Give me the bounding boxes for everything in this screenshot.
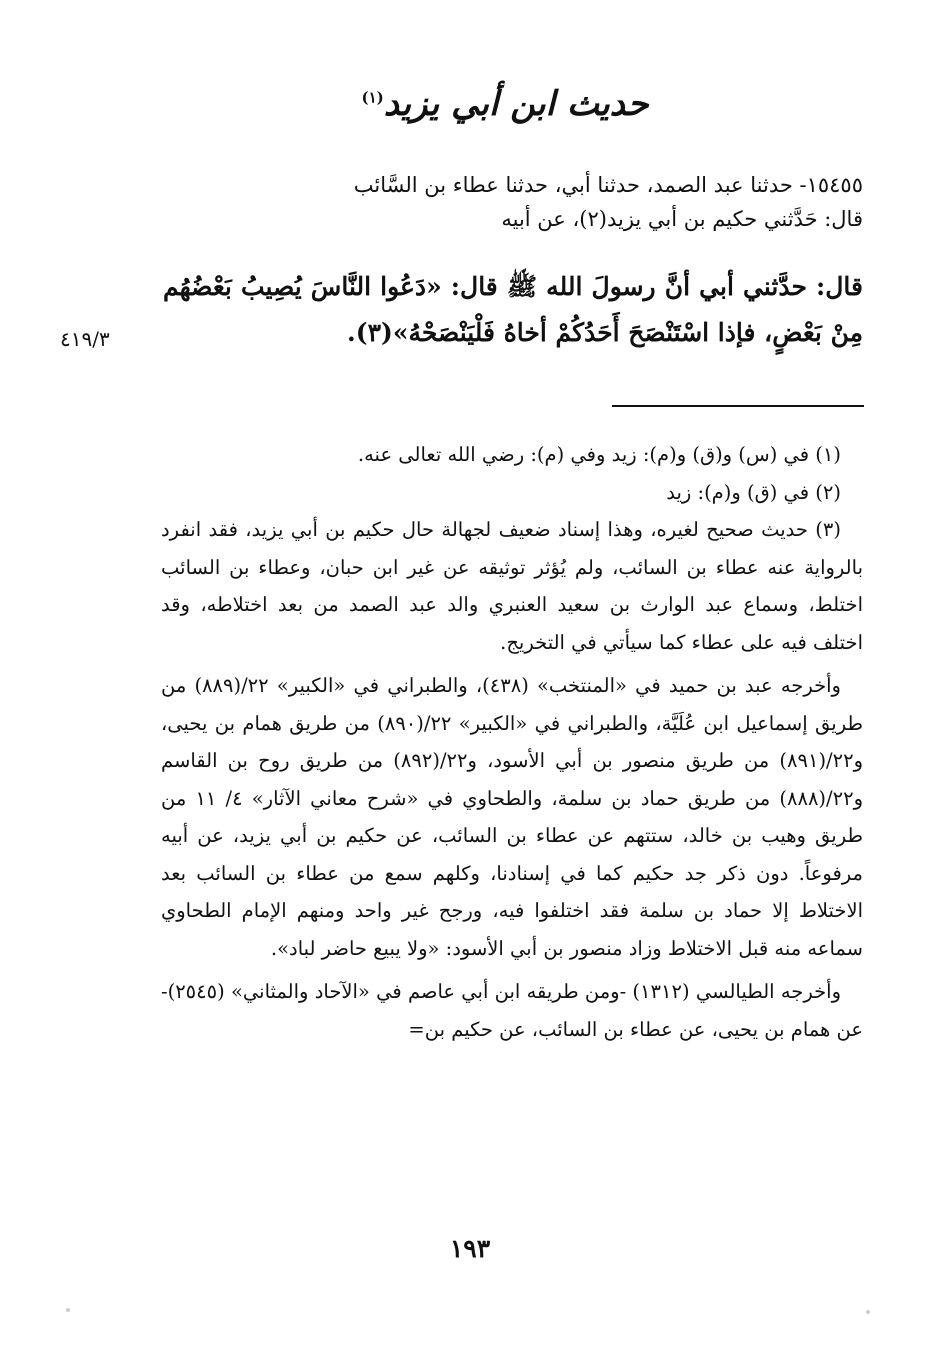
page-number: ١٩٣	[449, 1234, 491, 1263]
hadith-matn: قال: حدَّثني أبي أنَّ رسولَ الله ﷺ قال: «دَعُوا النَّاسَ يُصِيبُ بَعْضُهُم مِنْ بَعْضٍ، فإذا اسْتَنْصَحَ أَحَدُكُمْ أخاهُ فَلْيَنْصَحْهُ»(٣).	[163, 272, 863, 347]
scan-speck	[866, 1310, 870, 1314]
scan-speck	[66, 1308, 70, 1312]
chapter-heading	[340, 84, 670, 124]
footnote-3-paragraph-2: وأخرجه عبد بن حميد في «المنتخب» (٤٣٨)، والطبراني في «الكبير» ٢٢/(٨٨٩) من طريق إسماعيل ابن عُلَيَّة، والطبراني في «الكبير» ٢٢/(٨٩٠) من طريق همام بن يحيى، و٢٢/(٨٩١) من طريق منصور بن أبي الأسود، و٢٢/(٨٩٢) من طريق روح بن القاسم و٢٢/(٨٨٨) من طريق حماد بن سلمة، والطحاوي في «شرح معاني الآثار» ٤/ ١١ من طريق وهيب بن خالد، ستتهم عن عطاء بن السائب، عن حكيم بن أبي يزيد، عن أبيه مرفوعاً. دون ذكر جد حكيم كما في إسنادنا، وكلهم سمع من عطاء بن السائب بعد الاختلاط إلا حماد بن سلمة فقد اختلفوا فيه، ورجح غير واحد ومنهم الإمام الطحاوي سماعه منه قبل الاختلاط وزاد منصور بن أبي الأسود: «ولا يبيع حاضر لباد».	[161, 674, 863, 960]
footnote-3-paragraph-3: وأخرجه الطيالسي (١٣١٢) -ومن طريقه ابن أبي عاصم في «الآحاد والمثاني» (٢٥٤٥)- عن همام بن يحيى، عن عطاء بن السائب، عن حكيم بن=	[161, 980, 863, 1041]
isnad-line-2: قال: حَدَّثني حكيم بن أبي يزيد(٢)، عن أبيه	[501, 207, 863, 231]
margin-reference: ٤١٩/٣	[60, 327, 110, 351]
isnad-line-1: ١٥٤٥٥- حدثنا عبد الصمد، حدثنا أبي، حدثنا عطاء بن السَّائب	[353, 173, 863, 197]
heading-title: حديث ابن أبي يزيد	[383, 84, 649, 124]
heading-note-ref: (١)	[361, 88, 384, 107]
footnotes	[161, 436, 863, 1048]
footnote-1: (١) في (س) و(ق) و(م): زيد وفي (م): رضي الله تعالى عنه.	[357, 443, 841, 466]
footnote-3: (٣) حديث صحيح لغيره، وهذا إسناد ضعيف لجهالة حال حكيم بن أبي يزيد، فقد انفرد بالرواية عنه عطاء بن السائب، ولم يُؤثر توثيقه عن غير ابن حبان، وعطاء بن السائب اختلط، وسماع عبد الوارث بن سعيد العنبري والد عبد الصمد من بعد اختلاطه، وقد اختلف فيه على عطاء كما سيأتي في التخريج.	[161, 518, 863, 654]
footnote-separator	[612, 405, 864, 407]
footnote-2: (٢) في (ق) و(م): زيد	[666, 480, 841, 504]
hadith-isnad	[163, 168, 863, 236]
